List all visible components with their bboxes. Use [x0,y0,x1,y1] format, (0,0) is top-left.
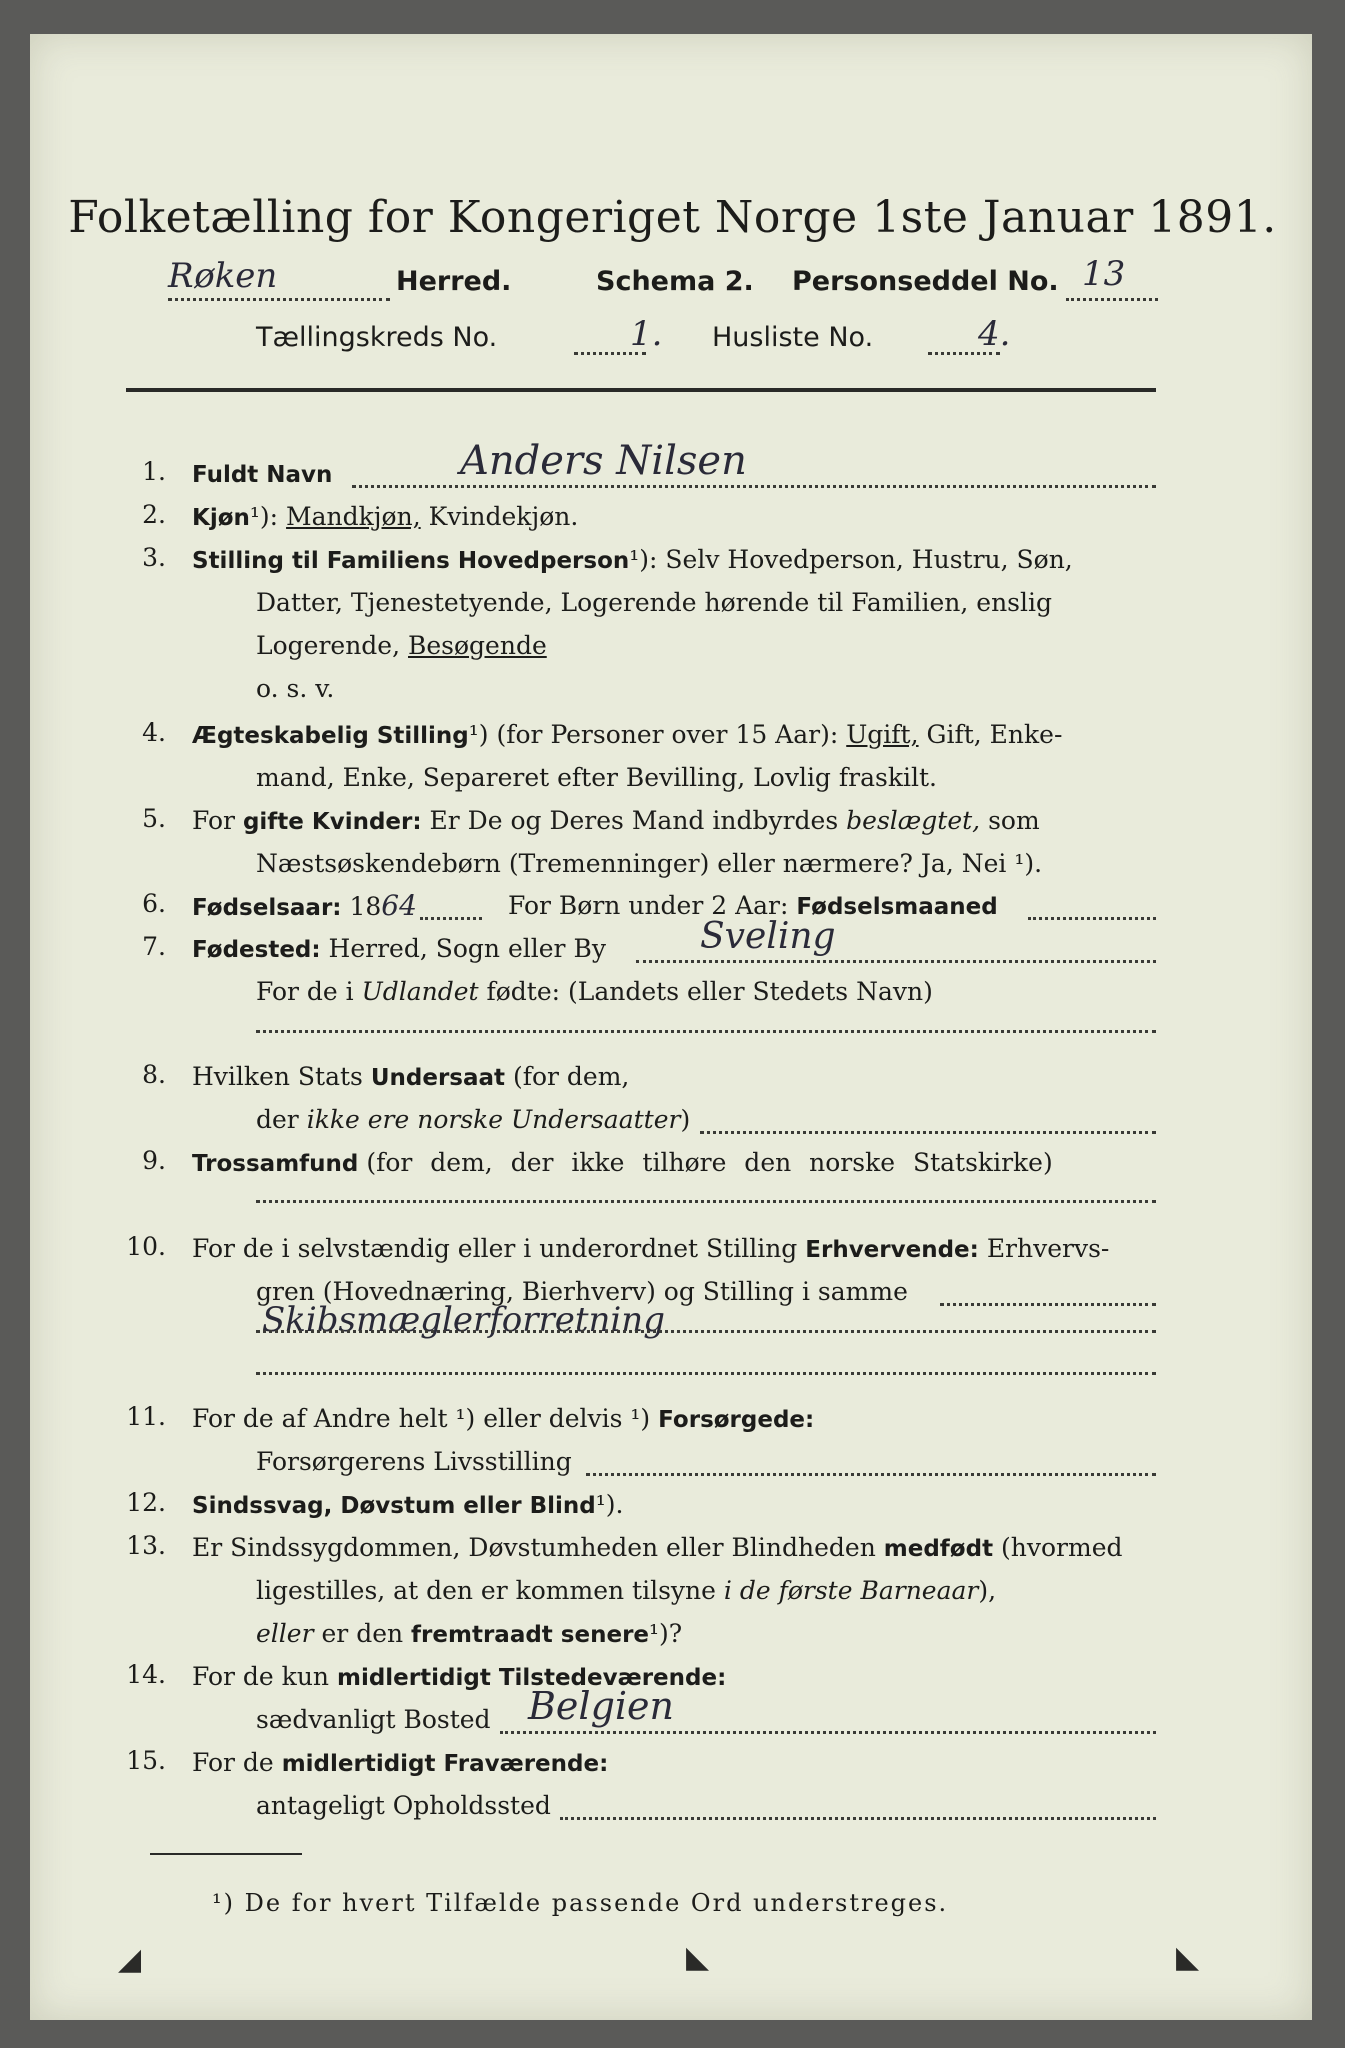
q10-dots-1 [940,1303,1156,1306]
q9-line [192,1146,1156,1181]
q6-value: 64 [381,889,417,922]
q6-born-text: For Børn under 2 Aar: [508,891,789,920]
q11-line1 [192,1402,814,1437]
herred-value: Røken [168,256,278,296]
q11-dots [586,1473,1156,1476]
q2-opt-mandkjon: Mandkjøn, [286,502,421,531]
item-number: 14. [126,1660,166,1689]
q4-ugift: Ugift, [846,720,919,749]
q9-label: Trossamfund [192,1151,359,1177]
q10-dots-2 [256,1330,1156,1333]
q7-for-de-i: For de i [256,977,354,1006]
q2-label: Kjøn [192,505,250,531]
center-mark-icon: ◣ [686,1940,710,1975]
item-number: 6. [142,889,166,918]
q13-text: Er Sindssygdommen, Døvstumheden eller Blindheden [192,1533,876,1562]
q10-erhvervende: Erhvervende: [805,1237,979,1263]
q13-line3 [256,1617,682,1652]
q2-sup: ¹): [249,502,279,531]
q8-line2 [256,1103,690,1137]
q13-line1 [192,1531,1123,1566]
q8-hvilken: Hvilken Stats [192,1062,363,1091]
kreds-label: Tællingskreds No. [256,322,498,353]
q12-label: Sindssvag, Døvstum eller Blind [192,1493,596,1519]
q10-line2: gren (Hovednæring, Bierhverv) og Stilling i samme [256,1277,908,1306]
q5-som: som [988,806,1040,835]
q5-beslaegtet: beslægtet, [846,806,981,835]
q13-hvormed: (hvormed [1001,1533,1123,1562]
q7-fodte: fødte: (Landets eller Stedets Navn) [486,977,933,1006]
item-number: 13. [126,1531,166,1560]
q15-for-de: For de [192,1748,274,1777]
item-number: 10. [126,1232,166,1261]
item-number: 1. [142,457,166,486]
q15-line1 [192,1746,608,1781]
q8-undersaat: Undersaat [370,1065,506,1091]
q14-dots [500,1731,1156,1734]
footnote: ¹) De for hvert Tilfælde passende Ord understreges. [212,1889,949,1917]
q6-label: Fødselsaar: [192,895,342,921]
q7-line2 [256,975,933,1009]
herred-label: Herred. [396,266,512,297]
q5-line1 [192,804,1040,839]
q6-line [192,889,417,925]
kreds-dots [574,352,646,355]
item-number: 7. [142,932,166,961]
q8-ikke-norske: ikke ere norske Undersaatter [306,1105,681,1134]
husliste-dots [928,352,1000,355]
q13-medfodt: medfødt [883,1536,994,1562]
husliste-value: 4. [978,314,1011,354]
item-number: 11. [126,1402,166,1431]
item-number: 4. [142,718,166,747]
q7-line1 [192,932,606,967]
q10-line1 [192,1232,1109,1267]
q15-line2: antageligt Opholdssted [256,1791,551,1820]
q6-maaned: Fødselsmaaned [796,894,998,920]
q4-line1 [192,718,1062,753]
item-number: 9. [142,1146,166,1175]
q5-gifte-kvinder: gifte Kvinder: [242,809,422,835]
q13-line2 [256,1574,996,1608]
q15-dots [560,1817,1156,1820]
q1-label: Fuldt Navn [192,462,333,488]
q4-label: Ægteskabelig Stilling [192,723,469,749]
q14-value: Belgien [528,1684,675,1728]
q3-line2: Datter, Tjenestetyende, Logerende hørende til Familien, enslig [256,588,1053,617]
q3-line1 [192,543,1073,578]
q7-label: Fødested: [192,937,321,963]
item-number: 8. [142,1060,166,1089]
husliste-label: Husliste No. [712,322,874,353]
corner-mark-icon: ◢ [118,1942,142,1977]
q2-line [192,500,578,535]
q13-close: ), [978,1576,997,1605]
personseddel-value: 13 [1082,254,1126,294]
corner-mark-icon: ◣ [1176,1940,1200,1975]
q13-barneaar: i de første Barneaar [723,1576,979,1605]
q3-logerende: Logerende, [256,631,401,660]
q1-line [192,457,332,492]
q3-line4: o. s. v. [256,674,335,703]
q3-rest: ¹): Selv Hovedperson, Hustru, Søn, [629,545,1073,574]
q8-der: der [256,1105,299,1134]
footnote-rule [150,1853,302,1855]
q11-line2: Forsørgerens Livsstilling [256,1447,572,1476]
q3-besogende: Besøgende [408,631,547,660]
kreds-value: 1. [630,314,663,354]
q13-er-den: er den [321,1619,404,1648]
q12-sup: ¹). [595,1490,624,1519]
q6-maaned-dots [1028,917,1156,920]
q10-text: For de i selvstændig eller i underordnet Stilling [192,1234,798,1263]
schema-label: Schema 2. [596,266,754,297]
q5-for: For [192,806,235,835]
q15-fravaerende: midlertidigt Fraværende: [281,1751,609,1777]
q4-rest: ¹) (for Personer over 15 Aar): [468,720,839,749]
q7-dots [636,960,1156,963]
q1-dots [352,485,1156,488]
q14-for-de-kun: For de kun [192,1662,330,1691]
q3-line3 [256,629,547,663]
q10-value: Skibsmæglerforretning [262,1300,665,1340]
item-number: 2. [142,500,166,529]
q8-for-dem: (for dem, [512,1062,630,1091]
q14-line2: sædvanligt Bosted [256,1705,491,1734]
q10-dots-3 [256,1372,1156,1375]
q13-eller: eller [256,1619,314,1648]
q6-year-dots [420,917,482,920]
q1-value: Anders Nilsen [460,438,747,484]
item-number: 15. [126,1746,166,1775]
q5-text: Er De og Deres Mand indbyrdes [429,806,839,835]
q8-dots [700,1131,1156,1134]
q6-prefix: 18 [349,892,382,921]
item-number: 12. [126,1488,166,1517]
herred-dots [168,298,390,301]
q7-dots-2 [256,1030,1156,1033]
q8-paren: ) [680,1105,691,1134]
q3-label: Stilling til Familiens Hovedperson [192,548,630,574]
q10-erhvervs: Erhvervs- [986,1234,1110,1263]
q2-opt-kvindekjon: Kvindekjøn. [428,502,579,531]
q7-value: Sveling [700,916,836,957]
personseddel-label: Personseddel No. [792,266,1059,297]
header-row-kreds [256,314,1056,362]
q4-end: Gift, Enke- [926,720,1063,749]
form-title: Folketælling for Kongeriget Norge 1ste Januar 1891. [68,192,1277,243]
header-rule [126,388,1156,392]
personseddel-dots [1066,298,1158,301]
item-number: 3. [142,543,166,572]
q9-rest: (for dem, der ikke tilhøre den norske Statskirke) [366,1148,1053,1177]
q11-forsorgede: Forsørgede: [658,1407,815,1433]
q7-udlandet: Udlandet [361,977,479,1006]
q9-dots [256,1200,1156,1203]
q13-ligestilles: ligestilles, at den er kommen tilsyne [256,1576,716,1605]
q13-qmark: ¹)? [649,1619,683,1648]
q14-tilstede: midlertidigt Tilstedeværende: [336,1665,727,1691]
q12-line [192,1488,624,1523]
q4-line2: mand, Enke, Separeret efter Bevilling, Lovlig fraskilt. [256,763,937,792]
item-number: 5. [142,804,166,833]
header-row-herred [168,254,1168,302]
q8-line1 [192,1060,629,1095]
q7-rest: Herred, Sogn eller By [328,934,606,963]
q13-senere: fremtraadt senere [411,1622,650,1648]
q11-text: For de af Andre helt ¹) eller delvis ¹) [192,1404,651,1433]
q5-line2: Næstsøskendebørn (Tremenninger) eller nærmere? Ja, Nei ¹). [256,849,1043,878]
